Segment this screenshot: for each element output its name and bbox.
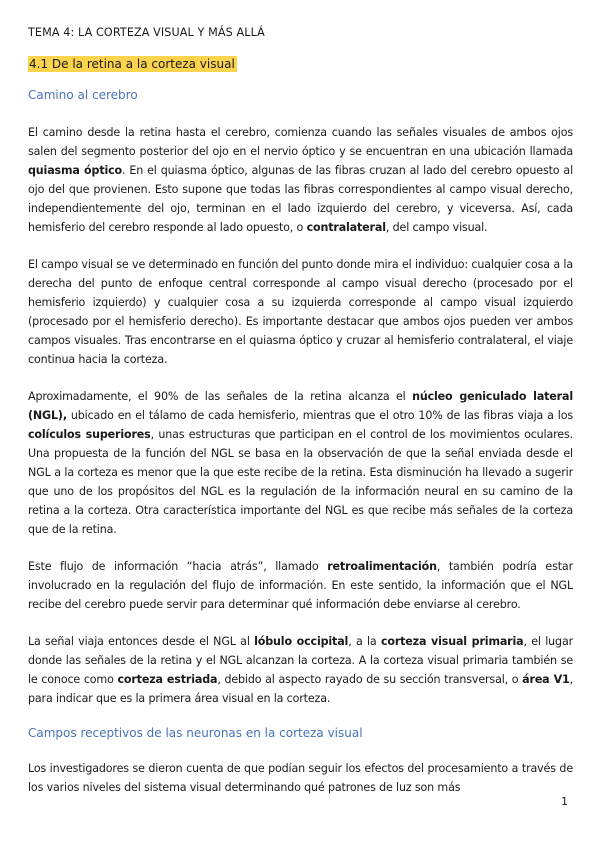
bold-term: retroalimentación [327, 560, 437, 573]
paragraph-2: El campo visual se ve determinado en función del punto donde mira el individuo: cualquier cosa a la derecha del punto de enfoque central corresponde al campo visual derecho (procesado por el hemisferio izquierdo) y cualquier cosa a su izquierda corresponde al campo visual izquierdo (procesado por el hemisferio derecho). Es importante destacar que ambos ojos pueden ver ambos campos visuales. Tras encontrarse en el quiasma óptico y cruzar al hemisferio contralateral, el viaje continua hacia la corteza. [28, 258, 573, 366]
paragraph-6: Los investigadores se dieron cuenta de que podían seguir los efectos del procesamiento a través de los varios niveles del sistema visual determinando qué patrones de luz son más [28, 762, 573, 794]
subheading-campos-receptivos: Campos receptivos de las neuronas en la corteza visual [28, 726, 363, 740]
document-page [28, 26, 573, 815]
document-title: TEMA 4: LA CORTEZA VISUAL Y MÁS ALLÁ [28, 26, 265, 39]
section-heading-highlight: 4.1 De la retina a la corteza visual [29, 57, 235, 71]
bold-term: corteza estriada [117, 673, 218, 686]
page-number: 1 [561, 795, 568, 808]
bold-term: quiasma óptico [28, 164, 123, 177]
bold-term: contralateral [306, 221, 386, 234]
bold-term: área V1 [522, 673, 570, 686]
bold-term: lóbulo occipital [254, 635, 349, 648]
section-heading [28, 56, 573, 73]
paragraph-5: La señal viaja entonces desde el NGL al lóbulo occipital, a la corteza visual primaria, el lugar donde las señales de la retina y el NGL alcanzan la corteza. A la corteza visual primaria también se le conoce como corteza estriada, debido al aspecto rayado de su sección transversal, o área V1, para indicar que es la primera área visual en la corteza. [28, 635, 573, 705]
paragraph-1: El camino desde la retina hasta el cerebro, comienza cuando las señales visuales de ambos ojos salen del segmento posterior del ojo en el nervio óptico y se encuentran en una ubicación llamada quiasma óptico. En el quiasma óptico, algunas de las fibras cruzan al lado del cerebro opuesto al ojo del que provienen. Esto supone que todas las fibras correspondientes al campo visual derecho, independientemente del ojo, terminan en el lado izquierdo del cerebro, y viceversa. Así, cada hemisferio del cerebro responde al lado opuesto, o contralateral, del campo visual. [28, 126, 574, 234]
paragraph-4: Este flujo de información “hacia atrás”, llamado retroalimentación, también podría estar involucrado en la regulación del flujo de información. En este sentido, la información que el NGL recibe del cerebro puede servir para determinar qué información debe enviarse al cerebro. [28, 560, 573, 611]
bold-term: núcleo geniculado lateral (NGL), [28, 390, 573, 422]
bold-term: colículos superiores [28, 428, 151, 441]
subheading-camino-al-cerebro: Camino al cerebro [28, 88, 138, 102]
paragraph-3: Aproximadamente, el 90% de las señales de la retina alcanza el núcleo geniculado lateral (NGL), ubicado en el tálamo de cada hemisferio, mientras que el otro 10% de las fibras viaja a los colículos superiores, unas estructuras que participan en el control de los movimientos oculares. Una propuesta de la función del NGL se basa en la observación de que la señal enviada desde el NGL a la corteza es menor que la que este recibe de la retina. Esta disminución ha llevado a sugerir que uno de los propósitos del NGL es la regulación de la información neural en su camino de la retina a la corteza. Otra característica importante del NGL es que recibe más señales de la corteza que de la retina. [28, 390, 573, 536]
bold-term: corteza visual primaria [380, 635, 524, 648]
